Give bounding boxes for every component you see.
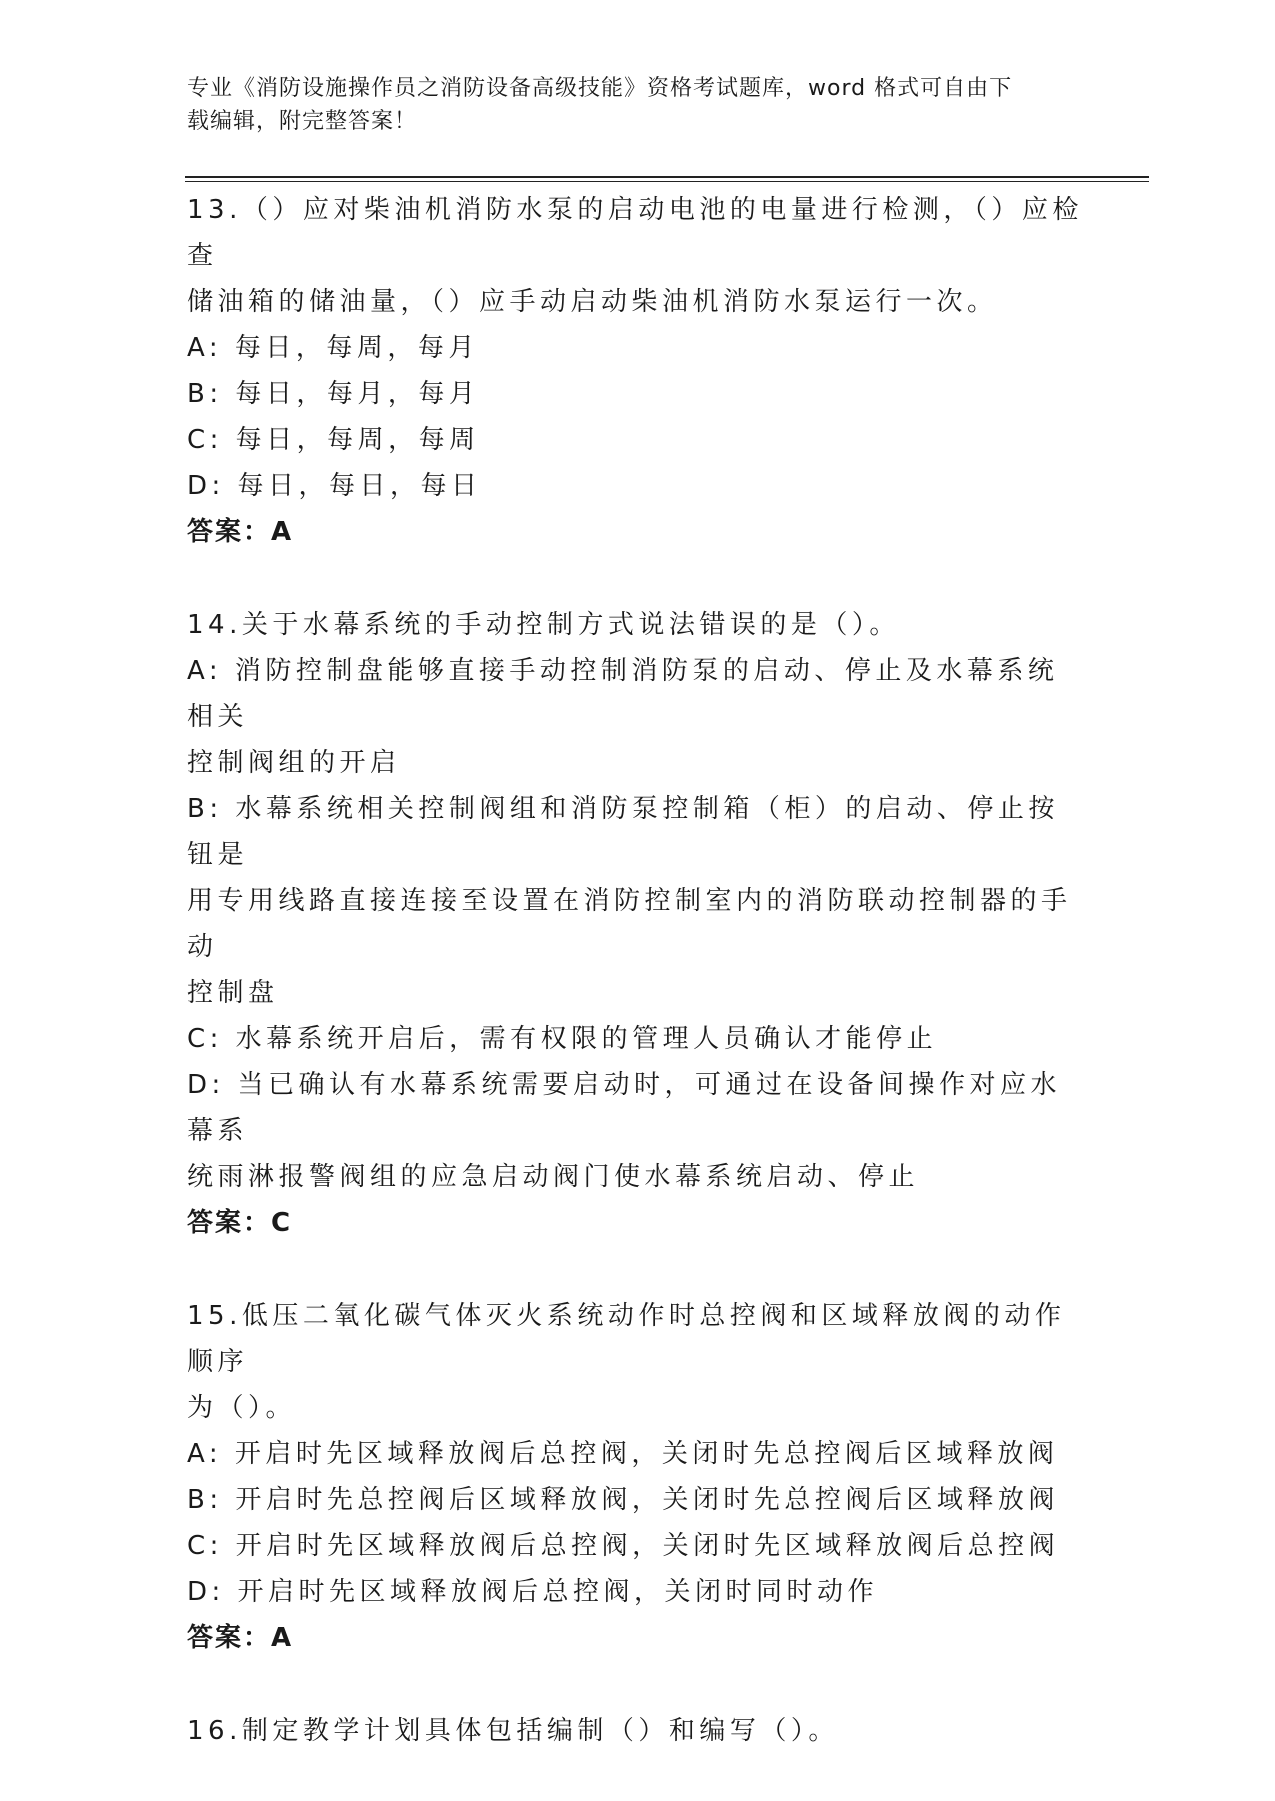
page-header — [187, 72, 1067, 138]
question-16 — [187, 1708, 1087, 1754]
option-b-continued: 控制盘 — [187, 978, 279, 1008]
option-a: A: 每日，每周，每月 — [187, 333, 479, 363]
option-b: B: 每日，每月，每月 — [187, 379, 480, 409]
question-14 — [187, 602, 1087, 1246]
option-b: B: 水幕系统相关控制阀组和消防泵控制箱（柜）的启动、停止按钮是 — [187, 794, 1059, 870]
option-b: B: 开启时先总控阀后区域释放阀，关闭时先总控阀后区域释放阀 — [187, 1485, 1059, 1515]
question-13 — [187, 187, 1087, 555]
question-list — [187, 187, 1087, 1801]
option-a-continued: 控制阀组的开启 — [187, 748, 401, 778]
answer-line: 答案：A — [187, 517, 294, 547]
option-a: A: 开启时先区域释放阀后总控阀，关闭时先总控阀后区域释放阀 — [187, 1439, 1059, 1469]
option-d: D: 当已确认有水幕系统需要启动时，可通过在设备间操作对应水幕系 — [187, 1070, 1062, 1146]
option-a: A: 消防控制盘能够直接手动控制消防泵的启动、停止及水幕系统相关 — [187, 656, 1059, 732]
question-stem-line: 储油箱的储油量，（）应手动启动柴油机消防水泵运行一次。 — [187, 287, 998, 317]
option-d: D: 开启时先区域释放阀后总控阀，关闭时同时动作 — [187, 1577, 879, 1607]
header-line-1: 专业《消防设施操作员之消防设备高级技能》资格考试题库，word 格式可自由下 — [187, 76, 1013, 101]
question-stem-line: 15.低压二氧化碳气体灭火系统动作时总控阀和区域释放阀的动作顺序 — [187, 1301, 1066, 1377]
header-line-2: 载编辑，附完整答案！ — [187, 109, 418, 134]
option-c: C: 每日，每周，每周 — [187, 425, 480, 455]
option-d: D: 每日，每日，每日 — [187, 471, 482, 501]
question-15 — [187, 1293, 1087, 1661]
option-c: C: 水幕系统开启后，需有权限的管理人员确认才能停止 — [187, 1024, 938, 1054]
question-stem-line: 14.关于水幕系统的手动控制方式说法错误的是（）。 — [187, 610, 900, 640]
option-b-continued: 用专用线路直接连接至设置在消防控制室内的消防联动控制器的手动 — [187, 886, 1072, 962]
answer-line: 答案：C — [187, 1208, 293, 1238]
header-rule-thick — [185, 176, 1149, 178]
header-rule-thin — [185, 181, 1149, 182]
option-d-continued: 统雨淋报警阀组的应急启动阀门使水幕系统启动、停止 — [187, 1162, 920, 1192]
question-stem-line: 16.制定教学计划具体包括编制（）和编写（）。 — [187, 1716, 839, 1746]
question-stem-line: 为（）。 — [187, 1393, 297, 1423]
answer-line: 答案：A — [187, 1623, 294, 1653]
option-c: C: 开启时先区域释放阀后总控阀，关闭时先区域释放阀后总控阀 — [187, 1531, 1060, 1561]
question-stem-line: 13.（）应对柴油机消防水泵的启动电池的电量进行检测，（）应检查 — [187, 195, 1083, 271]
